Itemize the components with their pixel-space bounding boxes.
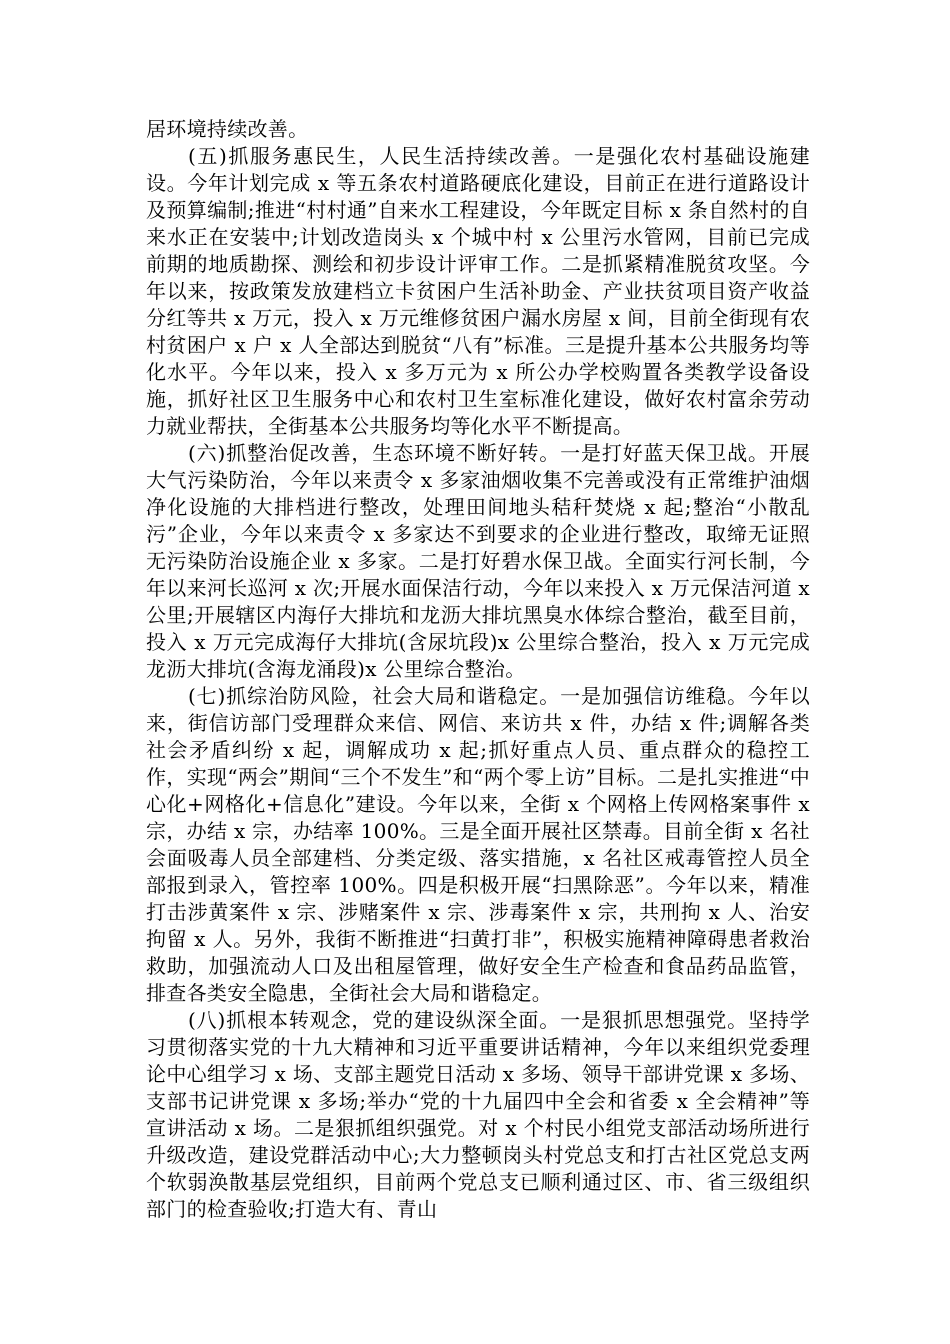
paragraph-1: (五)抓服务惠民生，人民生活持续改善。一是强化农村基础设施建设。今年计划完成 x 等五条农村道路硬底化建设，目前正在进行道路设计及预算编制;推进“村村通”自来水工程建设，今年既定目标 x 条自然村的自来水正在安装中;计划改造岗头 x 个城中村 x 公里污水管网，目前已完成前期的地质勘探、测绘和初步设计评审工作。二是抓紧精准脱贫攻坚。今年以来，按政策发放建档立卡贫困户生活补助金、产业扶贫项目资产收益分红等共 x 万元，投入 x 万元维修贫困户漏水房屋 x 间，目前全街现有农村贫困户 x 户 x 人全部达到脱贫“八有”标准。三是提升基本公共服务均等化水平。今年以来，投入 x 多万元为 x 所公办学校购置各类教学设备设施，抓好社区卫生服务中心和农村卫生室标准化建设，做好农村富余劳动力就业帮扶，全街基本公共服务均等化水平不断提高。 — [146, 144, 810, 438]
paragraph-2: (六)抓整治促改善，生态环境不断好转。一是打好蓝天保卫战。开展大气污染防治，今年以来责令 x 多家油烟收集不完善或没有正常维护油烟净化设施的大排档进行整改，处理田间地头秸秆焚烧 x 起;整治“小散乱污”企业，今年以来责令 x 多家达不到要求的企业进行整改，取缔无证照无污染防治设施企业 x 多家。二是打好碧水保卫战。全面实行河长制，今年以来河长巡河 x 次;开展水面保洁行动，今年以来投入 x 万元保洁河道 x 公里;开展辖区内海仔大排坑和龙沥大排坑黑臭水体综合整治，截至目前，投入 x 万元完成海仔大排坑(含尿坑段)x 公里综合整治，投入 x 万元完成龙沥大排坑(含海龙涌段)x 公里综合整治。 — [146, 441, 817, 681]
paragraph-0: 居环境持续改善。 — [146, 117, 309, 141]
document-page — [146, 116, 817, 1223]
paragraph-4: (八)抓根本转观念，党的建设纵深全面。一是狠抓思想强党。坚持学习贯彻落实党的十九大精神和习近平重要讲话精神，今年以来组织党委理论中心组学习 x 场、支部主题党日活动 x 多场、领导干部讲党课 x 多场、支部书记讲党课 x 多场;举办“党的十九届四中全会和省委 x 全会精神”等宣讲活动 x 场。二是狠抓组织强党。对 x 个村民小组党支部活动场所进行升级改造，建设党群活动中心;大力整顿岗头村党总支和打古社区党总支两个软弱涣散基层党组织，目前两个党总支已顺利通过区、市、省三级组织部门的检查验收;打造大有、青山 — [146, 1008, 810, 1221]
paragraph-3: (七)抓综治防风险，社会大局和谐稳定。一是加强信访维稳。今年以来，街信访部门受理群众来信、网信、来访共 x 件，办结 x 件;调解各类社会矛盾纠纷 x 起，调解成功 x 起;抓好重点人员、重点群众的稳控工作，实现“两会”期间“三个不发生”和“两个零上访”目标。二是扎实推进“中心化+网格化+信息化”建设。今年以来，全街 x 个网格上传网格案事件 x 宗，办结 x 宗，办结率 100%。三是全面开展社区禁毒。目前全街 x 名社会面吸毒人员全部建档、分类定级、落实措施，x 名社区戒毒管控人员全部报到录入，管控率 100%。四是积极开展“扫黑除恶”。今年以来，精准打击涉黄案件 x 宗、涉赌案件 x 宗、涉毒案件 x 宗，共刑拘 x 人、治安拘留 x 人。另外，我街不断推进“扫黄打非”，积极实施精神障碍患者救治救助，加强流动人口及出租屋管理，做好安全生产检查和食品药品监管，排查各类安全隐患，全街社会大局和谐稳定。 — [146, 684, 817, 1005]
